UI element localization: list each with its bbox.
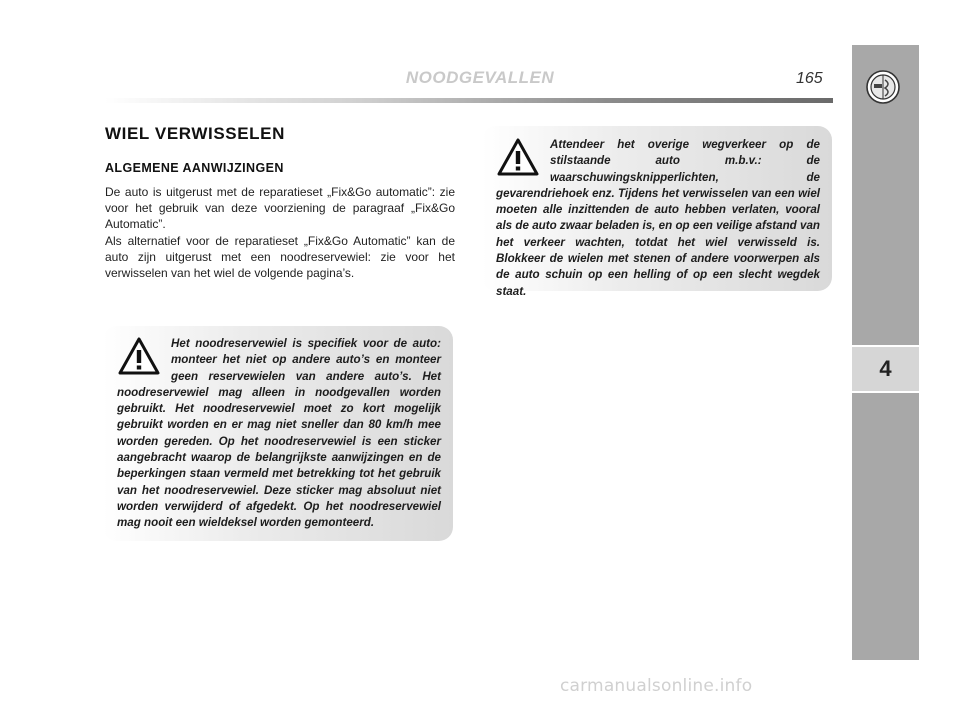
- header-divider: [105, 98, 833, 103]
- warning-triangle-icon: [496, 137, 540, 177]
- page-header-title: NOODGEVALLEN: [405, 68, 555, 87]
- warning-triangle-icon: [117, 336, 161, 376]
- brand-logo-icon: [866, 70, 900, 104]
- page-number: 165: [796, 70, 823, 87]
- warning-text: Attendeer het overige wegverkeer op de stilstaande auto m.b.v.: de waarschuwingsknipperlichten, de gevarendriehoek enz. Tijdens het verwisselen van een wiel moeten alle inzittenden de auto hebben verlaten, vooral als de auto zwaar beladen is, en op een veilige afstand van het verkeer wachten, totdat het wiel verwisseld is. Blokkeer de wielen met stenen of andere voorwerpen als de auto schuin op een helling of op een slecht wegdek staat.: [496, 138, 820, 298]
- chapter-number[interactable]: 4: [879, 356, 892, 381]
- paragraph: Als alternatief voor de reparatieset „Fix&Go Automatic” kan de auto zijn uitgerust met een noodreservewiel: zie voor het verwisselen van het wiel de volgende pagina’s.: [105, 233, 455, 281]
- warning-box-spare-wheel: [103, 326, 453, 541]
- subsection-title: ALGEMENE AANWIJZINGEN: [105, 161, 284, 175]
- section-title: WIEL VERWISSELEN: [105, 124, 285, 143]
- paragraph: De auto is uitgerust met de reparatieset „Fix&Go automatic”: zie voor het gebruik van deze voorziening de paragraaf „Fix&Go Automatic”.: [105, 185, 455, 232]
- side-tab-bottom: [852, 393, 919, 660]
- body-text: [105, 184, 455, 281]
- watermark: carmanualsonline.info: [560, 676, 753, 696]
- warning-box-traffic: [482, 126, 832, 298]
- warning-text: Het noodreservewiel is specifiek voor de auto: monteer het niet op andere auto’s en monteer geen reservewielen van andere auto’s. Het noodreservewiel mag alleen in noodgevallen worden gebruikt. Het noodreservewiel moet zo kort mogelijk gebruikt worden en er mag niet sneller dan 80 km/h mee worden gereden. Op het noodreservewiel is een sticker aangebracht waarop de belangrijkste aanwijzingen en de beperkingen staan vermeld met betrekking tot het gebruik van het noodreservewiel. Deze sticker mag absoluut niet worden verwijderd of afgedekt. Op het noodreservewiel mag nooit een wieldeksel worden gemonteerd.: [117, 337, 441, 530]
